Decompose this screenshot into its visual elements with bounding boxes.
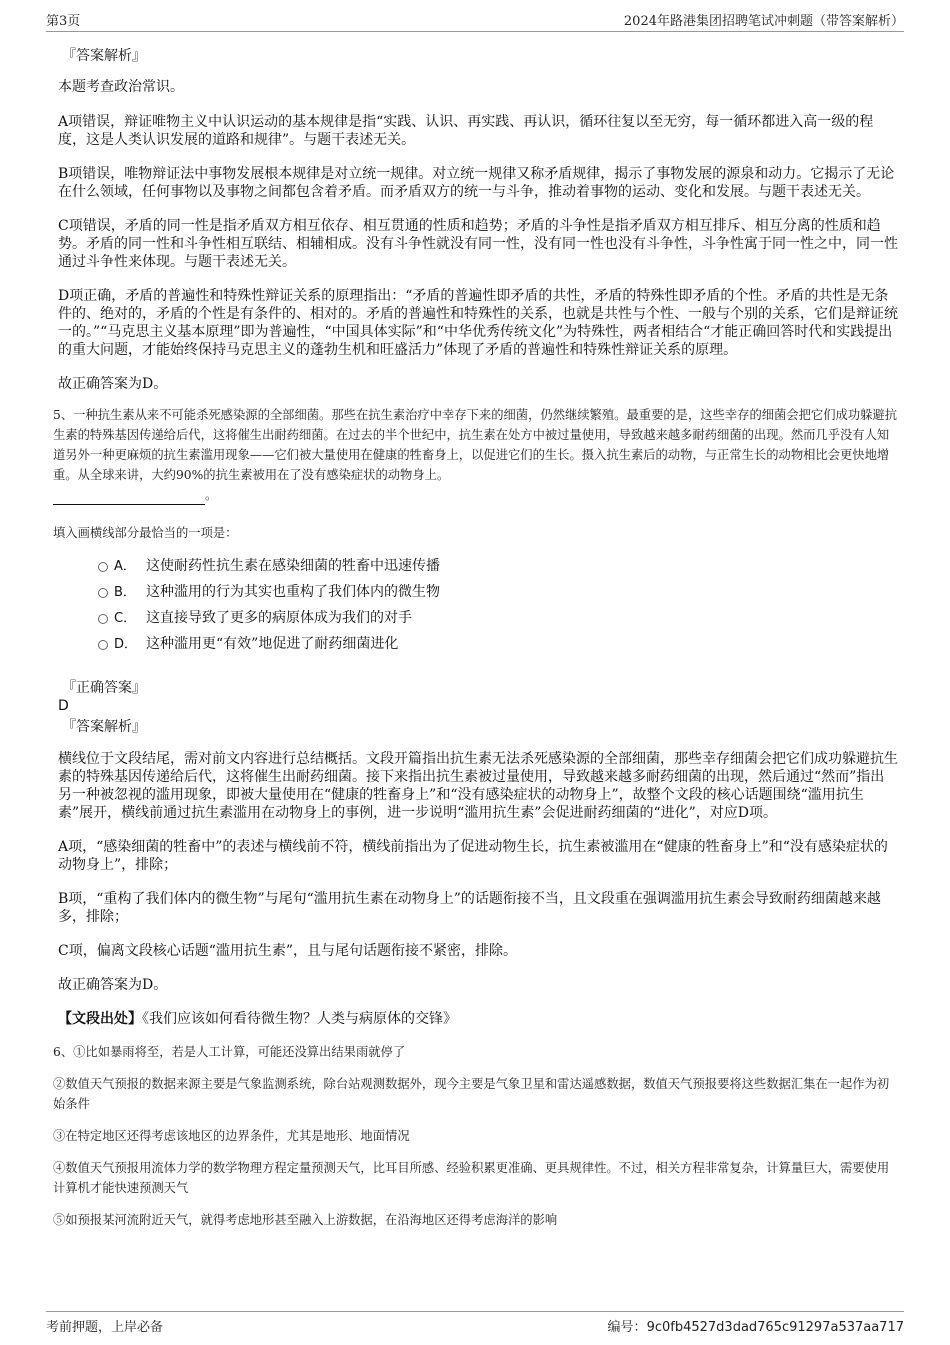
q5-answer <box>58 679 898 1028</box>
sentence-4: ④数值天气预报用流体力学的数学物理方程定量预测天气，比耳目所感、经验积累更准确、更具规律性。不过，相关方程非常复杂，计算量巨大，需要使用计算机才能快速预测天气 <box>53 1161 890 1195</box>
analysis-option-a: A项，“感染细菌的牲畜中”的表述与横线前不符，横线前指出为了促进动物生长，抗生素被滥用在“健康的牲畜身上”和“没有感染症状的动物身上”，排除； <box>58 839 888 873</box>
option-letter: B． <box>114 585 136 600</box>
option-text: 这种滥用的行为其实也重构了我们体内的微生物 <box>146 584 440 600</box>
question-6 <box>53 1042 898 1230</box>
q4-analysis <box>58 47 898 393</box>
text-source <box>58 1010 898 1028</box>
source-label: 【文段出处】 <box>58 1011 142 1027</box>
analysis-option-c: C项，偏离文段核心话题“滥用抗生素”，且与尾句话题衔接不紧密，排除。 <box>58 943 518 959</box>
question-prompt: 填入画横线部分最恰当的一项是： <box>53 526 238 540</box>
answer-options <box>58 557 898 661</box>
footer-divider <box>46 1311 904 1312</box>
answer-label: 『正确答案』 <box>62 680 146 696</box>
analysis-conclusion: 故正确答案为D。 <box>58 376 168 392</box>
radio-icon[interactable] <box>98 640 108 650</box>
analysis-intro: 本题考查政治常识。 <box>58 79 184 95</box>
option-c[interactable] <box>58 609 898 635</box>
answer-value: D <box>58 698 69 714</box>
analysis-option-d: D项正确，矛盾的普遍性和特殊性辩证关系的原理指出：“矛盾的普遍性即矛盾的共性，矛盾的特殊性即矛盾的个性。矛盾的共性是无条件的、绝对的，矛盾的个性是有条件的、相对的。矛盾的普遍性和特殊性的关系，也就是共性与个性、一般与个别的关系，它们是辩证统一的。”“马克思主义基本原理”即为普遍性，“中国具体实际”和“中华优秀传统文化”为特殊性，两者相结合“才能正确回答时代和实践提出的重大问题，才能始终保持马克思主义的蓬勃生机和旺盛活力”体现了矛盾的普遍性和特殊性辩证关系的原理。 <box>58 288 898 358</box>
source-title: 《我们应该如何看待微生物？人类与病原体的交锋》 <box>142 1011 457 1027</box>
radio-icon[interactable] <box>98 588 108 598</box>
page-content <box>53 40 898 1230</box>
option-letter: A． <box>114 559 136 574</box>
sentence-5: ⑤如预报某河流附近天气，就得考虑地形甚至融入上游数据，在沿海地区还得考虑海洋的影响 <box>53 1213 558 1227</box>
question-blank-line <box>53 485 898 505</box>
analysis-label: 『答案解析』 <box>62 48 146 64</box>
blank-period: 。 <box>205 488 218 502</box>
option-a[interactable] <box>58 557 898 583</box>
analysis-conclusion: 故正确答案为D。 <box>58 977 168 993</box>
radio-icon[interactable] <box>98 614 108 624</box>
option-d[interactable] <box>58 635 898 661</box>
code-label: 编号： <box>607 1320 647 1335</box>
analysis-label: 『答案解析』 <box>62 719 146 735</box>
analysis-option-b: B项错误，唯物辩证法中事物发展根本规律是对立统一规律。对立统一规律又称矛盾规律，揭示了事物发展的源泉和动力。它揭示了无论在什么领域，任何事物以及事物之间都包含着矛盾。而矛盾双方的统一与斗争，推动着事物的运动、变化和发展。与题干表述无关。 <box>58 166 895 200</box>
radio-icon[interactable] <box>98 562 108 572</box>
document-code <box>608 1316 904 1335</box>
page-number: 第3页 <box>46 14 81 29</box>
analysis-option-a: A项错误，辩证唯物主义中认识运动的基本规律是指“实践、认识、再实践、再认识，循环往复以至无穷，每一循环都进入高一级的程度，这是人类认识发展的道路和规律”。与题干表述无关。 <box>58 114 874 148</box>
option-text: 这种滥用更“有效”地促进了耐药细菌进化 <box>146 636 399 652</box>
sentence-1: 6、①比如暴雨将至，若是人工计算，可能还没算出结果雨就停了 <box>53 1045 406 1059</box>
document-title: 2024年路港集团招聘笔试冲刺题（带答案解析） <box>623 14 904 29</box>
option-letter: C． <box>114 611 137 626</box>
header-divider <box>46 31 904 32</box>
sentence-3: ③在特定地区还得考虑该地区的边界条件，尤其是地形、地面情况 <box>53 1129 410 1143</box>
analysis-option-b: B项，“重构了我们体内的微生物”与尾句“滥用抗生素在动物身上”的话题衔接不当，且文段重在强调滥用抗生素会导致耐药细菌越来越多，排除； <box>58 891 881 925</box>
option-text: 这直接导致了更多的病原体成为我们的对手 <box>146 610 412 626</box>
option-b[interactable] <box>58 583 898 609</box>
question-stem: 5、一种抗生素从来不可能杀死感染源的全部细菌。那些在抗生素治疗中幸存下来的细菌，仍然继续繁殖。最重要的是，这些幸存的细菌会把它们成功躲避抗生素的特殊基因传递给后代，这将催生出耐药细菌。在过去的半个世纪中，抗生素在处方中被过量使用，导致越来越多耐药细菌的出现。然而几乎没有人知道另外一种更麻烦的抗生素滥用现象——它们被大量使用在健康的牲畜身上，以促进它们的生长。摄入抗生素后的动物，与正常生长的动物相比会更快地增重。从全球来讲，大约90%的抗生素被用在了没有感染症状的动物身上。 <box>53 408 898 482</box>
question-5 <box>53 405 898 543</box>
option-text: 这使耐药性抗生素在感染细菌的牲畜中迅速传播 <box>146 558 440 574</box>
footer-slogan: 考前押题，上岸必备 <box>46 1320 164 1335</box>
option-letter: D． <box>114 637 138 652</box>
fill-blank <box>53 490 205 505</box>
sentence-2: ②数值天气预报的数据来源主要是气象监测系统，除台站观测数据外，现今主要是气象卫星和雷达遥感数据，数值天气预报要将这些数据汇集在一起作为初始条件 <box>53 1077 890 1111</box>
analysis-option-c: C项错误，矛盾的同一性是指矛盾双方相互依存、相互贯通的性质和趋势；矛盾的斗争性是指矛盾双方相互排斥、相互分离的性质和趋势。矛盾的同一性和斗争性相互联结、相辅相成。没有斗争性就没有同一性，没有同一性也没有斗争性，斗争性寓于同一性之中，同一性通过斗争性来体现。与题干表述无关。 <box>58 218 898 270</box>
analysis-main: 横线位于文段结尾，需对前文内容进行总结概括。文段开篇指出抗生素无法杀死感染源的全部细菌，那些幸存细菌会把它们成功躲避抗生素的特殊基因传递给后代，这将催生出耐药细菌。接下来指出抗生素被过量使用，导致越来越多耐药细菌的出现，然后通过“然而”指出另一种被忽视的滥用现象，即被大量使用在“健康的牲畜身上”和“没有感染症状的动物身上”，故整个文段的核心话题围绕“滥用抗生素”展开，横线前通过抗生素滥用在动物身上的事例，进一步说明“滥用抗生素”会促进耐药细菌的“进化”，对应D项。 <box>58 751 898 821</box>
code-value: 9c0fb4527d3dad765c91297a537aa717 <box>646 1320 904 1335</box>
